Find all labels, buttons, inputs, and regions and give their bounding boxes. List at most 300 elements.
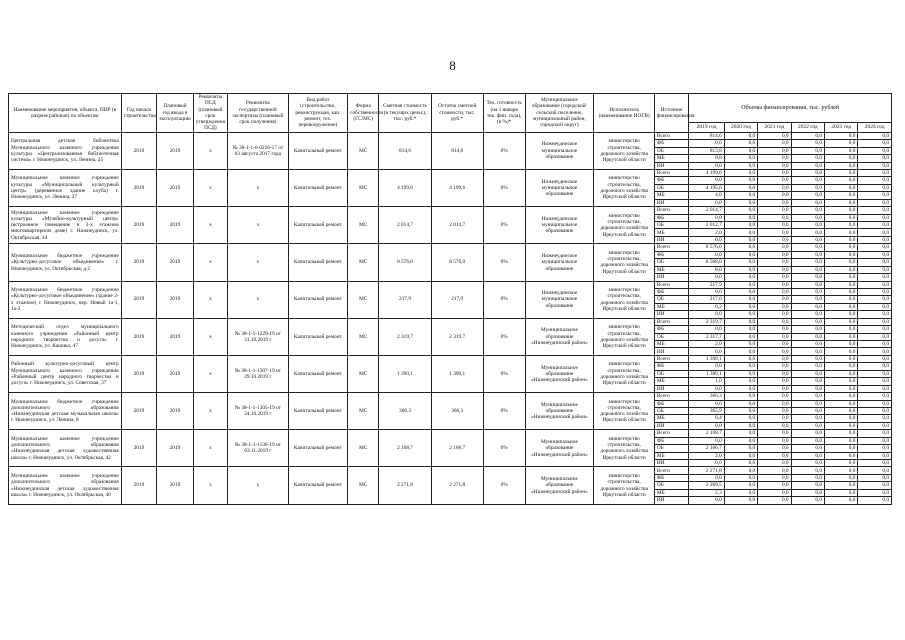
funding-value: 0,0 xyxy=(858,169,892,176)
funding-value: 0,0 xyxy=(689,177,724,184)
funding-value: 0,0 xyxy=(689,274,724,281)
table-row xyxy=(9,355,892,362)
funding-value: 0,0 xyxy=(858,445,892,452)
funding-value: 0,0 xyxy=(858,378,892,385)
funding-value: 0,0 xyxy=(858,222,892,229)
expertise-requisites: № 38-1-1-6-0216-17 от 03 августа 2017 года xyxy=(228,132,289,169)
ownership-form: МС xyxy=(348,430,379,467)
municipality: Нижнеудинское муниципальное образование xyxy=(525,244,594,281)
executor: министерство строительства, дорожного хозяйства Иркутской области xyxy=(594,169,655,206)
funding-value: 0,0 xyxy=(791,378,824,385)
funding-value: 0,0 xyxy=(689,437,724,444)
funding-source: Всего xyxy=(654,467,688,474)
funding-value: 0,0 xyxy=(858,192,892,199)
funding-value: 0,0 xyxy=(858,326,892,333)
funding-value: 0,0 xyxy=(724,407,757,414)
funding-value: 0,2 xyxy=(689,303,724,310)
funding-value: 0,0 xyxy=(758,140,791,147)
funding-value: 0,0 xyxy=(758,266,791,273)
funding-value: 0,0 xyxy=(824,266,857,273)
funding-value: 0,0 xyxy=(758,370,791,377)
funding-value: 0,0 xyxy=(791,326,824,333)
funding-value: 0,0 xyxy=(724,229,757,236)
header-year: 2021 год xyxy=(758,123,791,132)
municipality: Муниципальное образование «Нижнеудинский район» xyxy=(525,467,594,504)
funding-value: 0,0 xyxy=(824,318,857,325)
funding-value: 0,0 xyxy=(758,207,791,214)
pd-requisites: х xyxy=(193,467,227,504)
funding-source: МБ xyxy=(654,229,688,236)
end-year: 2019 xyxy=(157,281,194,318)
funding-value: 0,0 xyxy=(758,363,791,370)
readiness: 0% xyxy=(483,430,525,467)
funding-source: ФБ xyxy=(654,474,688,481)
header-row xyxy=(9,94,892,123)
funding-source: МБ xyxy=(654,155,688,162)
funding-value: 0,0 xyxy=(824,251,857,258)
readiness: 0% xyxy=(483,281,525,318)
funding-value: 0,0 xyxy=(724,415,757,422)
funding-source: ОБ xyxy=(654,184,688,191)
start-year: 2019 xyxy=(121,207,156,244)
funding-value: 0,0 xyxy=(758,199,791,206)
funding-value: 0,0 xyxy=(758,482,791,489)
funding-value: 0,0 xyxy=(858,474,892,481)
funding-source: МБ xyxy=(654,341,688,348)
funding-value: 0,8 xyxy=(689,155,724,162)
funding-value: 0,0 xyxy=(689,140,724,147)
funding-value: 0,0 xyxy=(791,177,824,184)
end-year: 2019 xyxy=(157,318,194,355)
funding-source: Всего xyxy=(654,355,688,362)
funding-value: 0,0 xyxy=(791,229,824,236)
funding-value: 0,0 xyxy=(858,385,892,392)
header-name: Наименование мероприятия, объекта, ПИР (в разрезе районов) по объектам xyxy=(9,94,122,133)
work-type: Капитальный ремонт xyxy=(288,355,347,392)
funding-value: 0,0 xyxy=(758,385,791,392)
funding-value: 0,0 xyxy=(858,236,892,243)
remaining-cost: 4 199,6 xyxy=(431,169,483,206)
funding-value: 0,0 xyxy=(758,288,791,295)
funding-value: 0,0 xyxy=(791,155,824,162)
funding-value: 0,0 xyxy=(858,162,892,169)
header-expertise: Реквизиты государственной экспертизы (плановый срок получения) xyxy=(228,94,289,133)
funding-value: 0,0 xyxy=(858,415,892,422)
funding-value: 0,0 xyxy=(758,422,791,429)
funding-value: 0,0 xyxy=(791,274,824,281)
ownership-form: МС xyxy=(348,393,379,430)
work-type: Капитальный ремонт xyxy=(288,244,347,281)
funding-value: 8,0 xyxy=(689,266,724,273)
funding-value: 0,0 xyxy=(858,140,892,147)
funding-value: 0,0 xyxy=(791,445,824,452)
funding-value: 0,0 xyxy=(724,341,757,348)
funding-value: 1 390,1 xyxy=(689,355,724,362)
funding-value: 0,0 xyxy=(724,236,757,243)
funding-value: 0,0 xyxy=(758,222,791,229)
funding-value: 0,0 xyxy=(758,437,791,444)
funding-value: 0,0 xyxy=(689,251,724,258)
funding-value: 0,0 xyxy=(858,489,892,496)
object-name: Муниципальное бюджетное учреждение «Культурно-досуговое объединение» (здание 2-х этажное) г. Нижнеудинск, пер. Новый 1а-1, 1а-2 xyxy=(9,281,122,318)
funding-value: 0,0 xyxy=(689,422,724,429)
expertise-requisites: х xyxy=(228,207,289,244)
funding-source: МБ xyxy=(654,415,688,422)
funding-value: 0,0 xyxy=(791,422,824,429)
funding-source: Всего xyxy=(654,393,688,400)
funding-value: 0,0 xyxy=(758,348,791,355)
funding-value: 0,0 xyxy=(724,274,757,281)
funding-value: 0,0 xyxy=(824,355,857,362)
funding-value: 0,0 xyxy=(858,177,892,184)
funding-value: 0,0 xyxy=(791,311,824,318)
estimated-cost: 2 319,7 xyxy=(379,318,431,355)
funding-value: 0,0 xyxy=(791,363,824,370)
funding-value: 0,0 xyxy=(724,355,757,362)
funding-value: 0,0 xyxy=(791,251,824,258)
funding-value: 0,0 xyxy=(824,274,857,281)
funding-value: 0,0 xyxy=(791,355,824,362)
table-row xyxy=(9,318,892,325)
table-row xyxy=(9,169,892,176)
funding-value: 0,0 xyxy=(791,192,824,199)
estimated-cost: 217,9 xyxy=(379,281,431,318)
estimated-cost: 2 271,8 xyxy=(379,467,431,504)
funding-source: МБ xyxy=(654,303,688,310)
end-year: 2019 xyxy=(157,244,194,281)
work-type: Капитальный ремонт xyxy=(288,207,347,244)
funding-value: 0,0 xyxy=(758,311,791,318)
work-type: Капитальный ремонт xyxy=(288,430,347,467)
funding-value: 0,0 xyxy=(724,244,757,251)
funding-value: 0,0 xyxy=(758,229,791,236)
estimated-cost: 1 390,1 xyxy=(379,355,431,392)
funding-value: 0,0 xyxy=(791,214,824,221)
funding-source: ИИ xyxy=(654,162,688,169)
funding-value: 0,0 xyxy=(724,489,757,496)
funding-value: 0,0 xyxy=(824,192,857,199)
pd-requisites: х xyxy=(193,244,227,281)
funding-value: 0,0 xyxy=(689,311,724,318)
work-type: Капитальный ремонт xyxy=(288,132,347,169)
funding-value: 0,4 xyxy=(689,415,724,422)
start-year: 2019 xyxy=(121,430,156,467)
funding-value: 0,0 xyxy=(824,140,857,147)
ownership-form: МС xyxy=(348,355,379,392)
funding-value: 0,0 xyxy=(758,430,791,437)
funding-source: ИИ xyxy=(654,497,688,504)
funding-source: ИИ xyxy=(654,274,688,281)
funding-value: 0,0 xyxy=(724,303,757,310)
funding-value: 2,0 xyxy=(689,341,724,348)
header-work-type: Вид работ (строительство, реконструкция, кап. ремонт, тех. перевооружение) xyxy=(288,94,347,133)
funding-value: 0,0 xyxy=(824,177,857,184)
funding-value: 0,0 xyxy=(858,400,892,407)
financing-table xyxy=(8,93,892,505)
ownership-form: МС xyxy=(348,207,379,244)
funding-value: 0,0 xyxy=(791,474,824,481)
funding-value: 2 317,7 xyxy=(689,333,724,340)
funding-value: 0,0 xyxy=(791,266,824,273)
funding-value: 0,0 xyxy=(724,452,757,459)
funding-value: 0,0 xyxy=(758,318,791,325)
funding-source: ОБ xyxy=(654,259,688,266)
funding-value: 0,0 xyxy=(791,348,824,355)
pd-requisites: х xyxy=(193,169,227,206)
funding-value: 2 269,5 xyxy=(689,482,724,489)
funding-value: 0,0 xyxy=(824,244,857,251)
funding-source: ИИ xyxy=(654,385,688,392)
funding-value: 0,0 xyxy=(791,169,824,176)
funding-source: Всего xyxy=(654,318,688,325)
funding-value: 0,0 xyxy=(858,452,892,459)
table-row xyxy=(9,430,892,437)
readiness: 0% xyxy=(483,318,525,355)
funding-value: 2,3 xyxy=(689,489,724,496)
funding-value: 0,0 xyxy=(724,385,757,392)
funding-value: 0,0 xyxy=(824,393,857,400)
funding-value: 0,0 xyxy=(724,147,757,154)
table-row xyxy=(9,244,892,251)
funding-value: 0,0 xyxy=(758,393,791,400)
remaining-cost: 2 168,7 xyxy=(431,430,483,467)
ownership-form: МС xyxy=(348,467,379,504)
funding-value: 2 319,7 xyxy=(689,318,724,325)
funding-source: ФБ xyxy=(654,400,688,407)
page-number: 8 xyxy=(449,58,456,73)
header-start-year: Год начала строительства xyxy=(121,94,156,133)
funding-value: 0,0 xyxy=(824,378,857,385)
estimated-cost: 2 014,7 xyxy=(379,207,431,244)
funding-value: 0,0 xyxy=(858,244,892,251)
funding-value: 0,0 xyxy=(791,222,824,229)
municipality: Муниципальное образование «Нижнеудинский район» xyxy=(525,318,594,355)
funding-source: МБ xyxy=(654,266,688,273)
funding-value: 0,0 xyxy=(724,318,757,325)
work-type: Капитальный ремонт xyxy=(288,318,347,355)
executor: министерство строительства, дорожного хозяйства Иркутской области xyxy=(594,393,655,430)
start-year: 2019 xyxy=(121,318,156,355)
header-year: 2020 год xyxy=(724,123,757,132)
funding-source: ФБ xyxy=(654,437,688,444)
funding-value: 0,0 xyxy=(724,214,757,221)
funding-value: 0,0 xyxy=(824,474,857,481)
funding-value: 0,0 xyxy=(858,147,892,154)
funding-source: ОБ xyxy=(654,296,688,303)
readiness: 0% xyxy=(483,467,525,504)
funding-value: 0,0 xyxy=(858,184,892,191)
funding-source: ОБ xyxy=(654,445,688,452)
header-readiness: Тех. готовность (на 1 января тек. фин. года), (в %)* xyxy=(483,94,525,133)
funding-value: 0,0 xyxy=(791,333,824,340)
funding-value: 0,0 xyxy=(758,281,791,288)
funding-value: 0,0 xyxy=(758,400,791,407)
funding-value: 0,0 xyxy=(724,400,757,407)
funding-value: 0,0 xyxy=(824,222,857,229)
table-row xyxy=(9,132,892,139)
funding-value: 0,0 xyxy=(791,236,824,243)
funding-value: 0,0 xyxy=(824,207,857,214)
funding-value: 0,0 xyxy=(724,422,757,429)
executor: министерство строительства, дорожного хозяйства Иркутской области xyxy=(594,355,655,392)
funding-value: 0,0 xyxy=(724,162,757,169)
funding-value: 0,0 xyxy=(758,274,791,281)
start-year: 2019 xyxy=(121,467,156,504)
funding-value: 0,0 xyxy=(791,393,824,400)
table-row xyxy=(9,281,892,288)
funding-value: 0,0 xyxy=(724,393,757,400)
funding-value: 0,0 xyxy=(724,445,757,452)
funding-value: 0,0 xyxy=(758,169,791,176)
funding-value: 814,6 xyxy=(689,132,724,139)
funding-value: 0,0 xyxy=(824,333,857,340)
funding-value: 0,0 xyxy=(758,177,791,184)
funding-source: ИИ xyxy=(654,422,688,429)
ownership-form: МС xyxy=(348,281,379,318)
funding-value: 0,0 xyxy=(758,162,791,169)
funding-value: 0,0 xyxy=(858,207,892,214)
funding-value: 0,0 xyxy=(791,303,824,310)
start-year: 2019 xyxy=(121,393,156,430)
executor: министерство строительства, дорожного хозяйства Иркутской области xyxy=(594,318,655,355)
funding-value: 0,0 xyxy=(858,422,892,429)
remaining-cost: 2 319,7 xyxy=(431,318,483,355)
object-name: Муниципальное казенное учреждение культуры «Муниципальный культурный центр» (деревянное здание клуба) г. Нижнеудинск, ул. Ленина, 27 xyxy=(9,169,122,206)
funding-value: 0,0 xyxy=(689,348,724,355)
funding-value: 0,0 xyxy=(758,296,791,303)
funding-value: 0,0 xyxy=(791,162,824,169)
funding-source: ОБ xyxy=(654,370,688,377)
funding-value: 2 012,7 xyxy=(689,222,724,229)
funding-value: 0,0 xyxy=(689,288,724,295)
funding-value: 1 389,1 xyxy=(689,370,724,377)
funding-value: 0,0 xyxy=(791,460,824,467)
funding-value: 0,0 xyxy=(689,474,724,481)
funding-value: 0,0 xyxy=(758,244,791,251)
funding-value: 0,0 xyxy=(758,155,791,162)
funding-value: 1,0 xyxy=(689,378,724,385)
funding-value: 0,0 xyxy=(858,199,892,206)
funding-source: ОБ xyxy=(654,333,688,340)
funding-value: 0,0 xyxy=(724,192,757,199)
funding-value: 0,0 xyxy=(724,333,757,340)
executor: министерство строительства, дорожного хозяйства Иркутской области xyxy=(594,132,655,169)
ownership-form: МС xyxy=(348,318,379,355)
estimated-cost: 814,6 xyxy=(379,132,431,169)
funding-value: 0,0 xyxy=(791,489,824,496)
object-name: Муниципальное бюджетное учреждение «Культурно-досуговое объединение» г. Нижнеудинск, ул. Октябрьская, д.2 xyxy=(9,244,122,281)
funding-value: 0,0 xyxy=(824,467,857,474)
funding-value: 0,0 xyxy=(758,341,791,348)
funding-value: 0,0 xyxy=(724,222,757,229)
header-municipality: Муниципальное образование (городской/сельский поселение, муниципальный район, городской округ) xyxy=(525,94,594,133)
header-financing: Объемы финансирования, тыс. рублей xyxy=(689,94,892,123)
funding-value: 0,0 xyxy=(758,445,791,452)
funding-value: 0,0 xyxy=(858,266,892,273)
funding-value: 0,0 xyxy=(858,303,892,310)
start-year: 2019 xyxy=(121,244,156,281)
funding-value: 0,0 xyxy=(689,363,724,370)
funding-value: 0,0 xyxy=(758,452,791,459)
funding-value: 0,0 xyxy=(791,184,824,191)
funding-value: 8 568,0 xyxy=(689,259,724,266)
estimated-cost: 4 199,6 xyxy=(379,169,431,206)
funding-value: 0,0 xyxy=(824,162,857,169)
funding-value: 0,0 xyxy=(724,430,757,437)
funding-value: 2,0 xyxy=(689,452,724,459)
executor: министерство строительства, дорожного хозяйства Иркутской области xyxy=(594,244,655,281)
object-name: Муниципальное казенное учреждение дополнительного образования «Нижнеудинская детская художественная школа» г. Нижнеудинск, ул. Октябрьская, 40 xyxy=(9,467,122,504)
object-name: Муниципальное казенное учреждение дополнительного образования «Нижнеудинская детская художественная школа» г. Нижнеудинск, ул. Октябрьская, 42 xyxy=(9,430,122,467)
end-year: 2019 xyxy=(157,132,194,169)
work-type: Капитальный ремонт xyxy=(288,467,347,504)
funding-source: ФБ xyxy=(654,288,688,295)
funding-value: 0,0 xyxy=(858,229,892,236)
funding-value: 0,0 xyxy=(858,341,892,348)
funding-value: 0,0 xyxy=(724,370,757,377)
funding-value: 0,0 xyxy=(724,326,757,333)
funding-source: ФБ xyxy=(654,326,688,333)
funding-value: 0,0 xyxy=(824,169,857,176)
funding-value: 0,0 xyxy=(824,303,857,310)
expertise-requisites: № 38-1-1-1229-19 от 31.10.2019 г xyxy=(228,318,289,355)
funding-source: МБ xyxy=(654,489,688,496)
funding-value: 0,0 xyxy=(824,348,857,355)
remaining-cost: 2 271,8 xyxy=(431,467,483,504)
estimated-cost: 2 168,7 xyxy=(379,430,431,467)
expertise-requisites: х xyxy=(228,244,289,281)
work-type: Капитальный ремонт xyxy=(288,393,347,430)
funding-value: 0,0 xyxy=(824,184,857,191)
pd-requisites: х xyxy=(193,355,227,392)
header-year: 2019 год xyxy=(689,123,724,132)
funding-value: 0,0 xyxy=(689,460,724,467)
start-year: 2019 xyxy=(121,169,156,206)
funding-value: 0,0 xyxy=(689,236,724,243)
funding-value: 0,0 xyxy=(824,132,857,139)
funding-value: 0,0 xyxy=(858,393,892,400)
funding-value: 0,0 xyxy=(689,326,724,333)
funding-value: 0,0 xyxy=(824,236,857,243)
start-year: 2019 xyxy=(121,281,156,318)
ownership-form: МС xyxy=(348,132,379,169)
funding-value: 0,0 xyxy=(724,378,757,385)
funding-value: 0,0 xyxy=(824,370,857,377)
funding-value: 0,0 xyxy=(689,385,724,392)
funding-source: ФБ xyxy=(654,140,688,147)
funding-value: 0,0 xyxy=(824,460,857,467)
expertise-requisites: х xyxy=(228,467,289,504)
funding-value: 0,0 xyxy=(791,147,824,154)
readiness: 0% xyxy=(483,393,525,430)
funding-value: 0,0 xyxy=(724,207,757,214)
estimated-cost: 366,3 xyxy=(379,393,431,430)
funding-value: 0,0 xyxy=(791,318,824,325)
readiness: 0% xyxy=(483,207,525,244)
funding-value: 0,0 xyxy=(824,281,857,288)
funding-value: 0,0 xyxy=(724,348,757,355)
funding-source: МБ xyxy=(654,192,688,199)
object-name: Методический отдел муниципального казенного учреждения «Районный центр народного творчества и досуга» г. Нижнеудинск, ул. Кашика, 47 xyxy=(9,318,122,355)
funding-value: 0,0 xyxy=(724,281,757,288)
funding-value: 0,0 xyxy=(758,467,791,474)
funding-value: 0,0 xyxy=(858,482,892,489)
funding-value: 2 168,7 xyxy=(689,430,724,437)
object-name: Муниципальное казенное учреждение культуры «Музейно-культурный центр» (встроенное помещение в 3-х этажном многоквартирном доме) г. Нижнеудинск, ул. Октябрьская, 44 xyxy=(9,207,122,244)
expertise-requisites: х xyxy=(228,169,289,206)
funding-value: 0,0 xyxy=(791,467,824,474)
ownership-form: МС xyxy=(348,169,379,206)
